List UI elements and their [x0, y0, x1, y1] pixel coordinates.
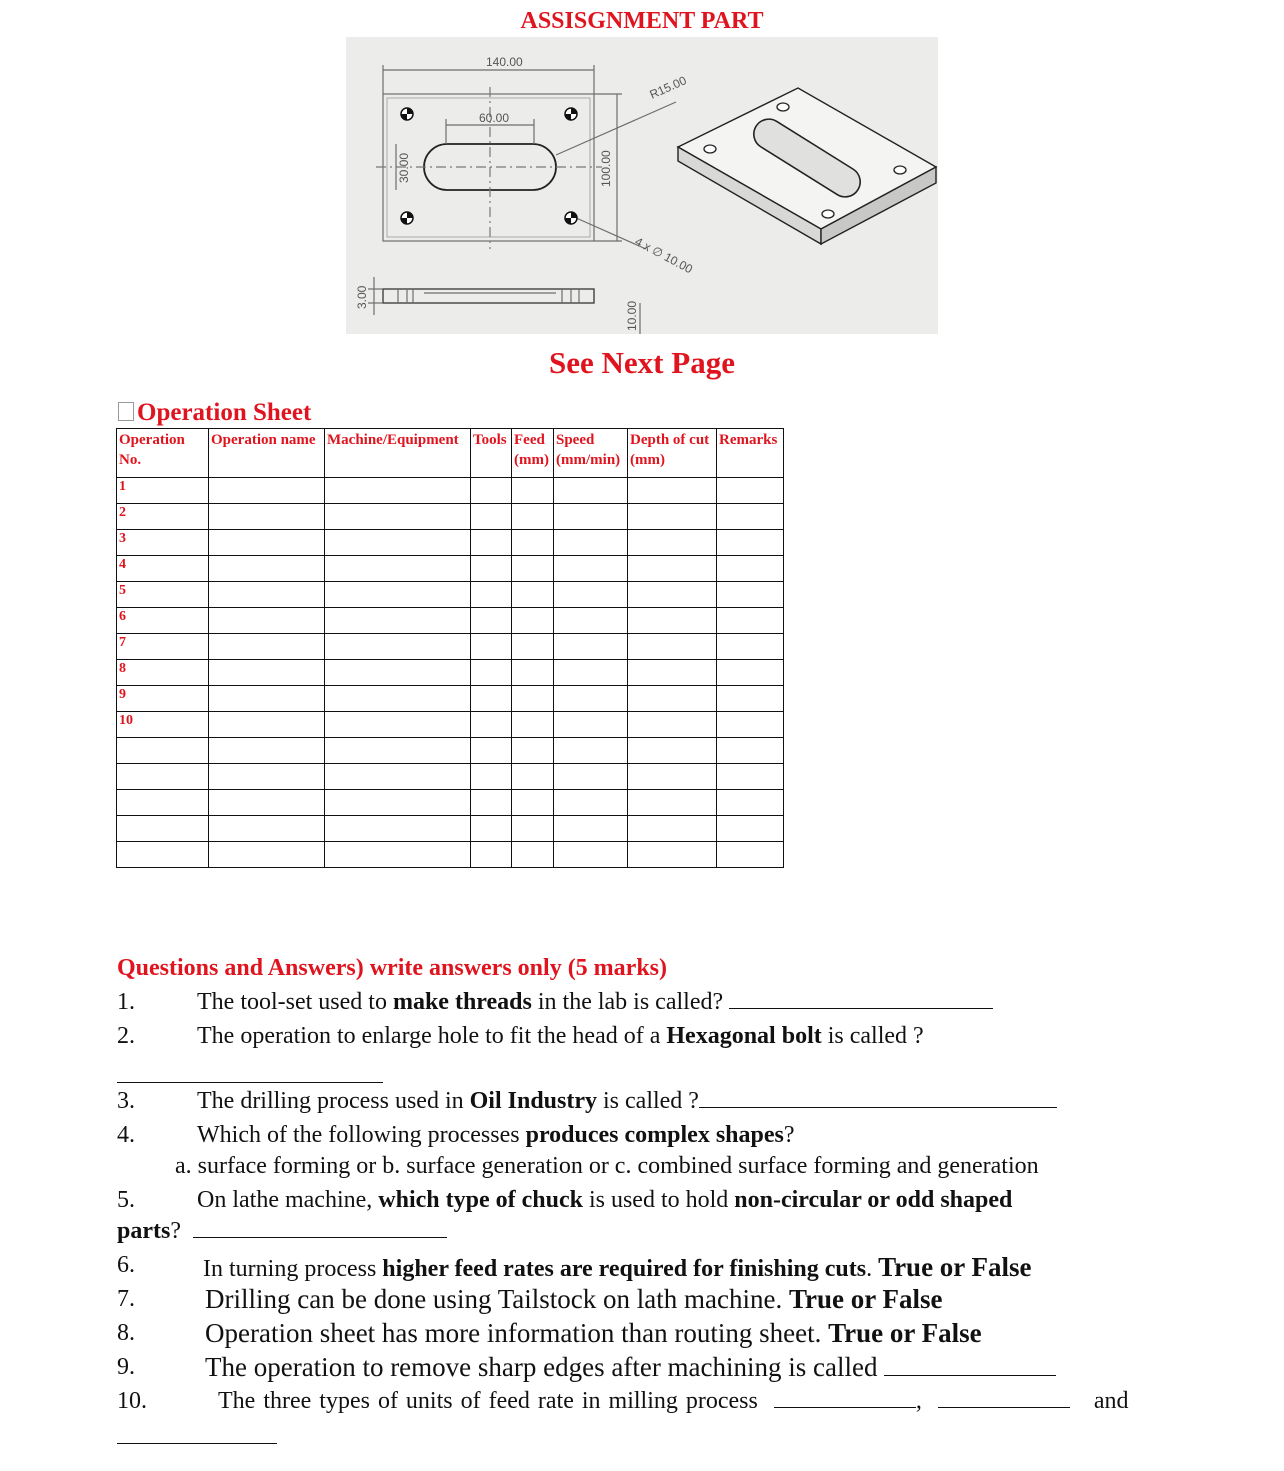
table-cell[interactable] [628, 660, 717, 686]
operation-number-cell: 2 [117, 504, 209, 530]
table-cell[interactable] [512, 764, 554, 790]
operation-number-cell: 8 [117, 660, 209, 686]
q5-answer-blank[interactable] [193, 1219, 447, 1238]
table-cell[interactable] [209, 842, 325, 868]
table-cell[interactable] [209, 530, 325, 556]
table-cell[interactable] [471, 712, 512, 738]
table-cell[interactable] [554, 842, 628, 868]
table-cell[interactable] [628, 764, 717, 790]
q7-number: 7. [117, 1286, 135, 1312]
table-cell[interactable] [325, 634, 471, 660]
table-cell[interactable] [325, 712, 471, 738]
qa-heading: Questions and Answers) write answers only (5 marks) [117, 955, 668, 981]
table-cell[interactable] [717, 504, 784, 530]
q10-answer-blank-2[interactable] [938, 1389, 1070, 1408]
table-cell[interactable] [325, 686, 471, 712]
dim-thickness: 3.00 [355, 285, 369, 309]
col-remarks: Remarks [717, 429, 784, 478]
q2-number: 2. [117, 1023, 135, 1049]
q5-text: On lathe machine, which type of chuck is used to hold non-circular or odd shaped [197, 1187, 1013, 1213]
q3-answer-blank[interactable] [699, 1089, 1057, 1108]
missing-glyph-box [118, 402, 134, 421]
table-cell[interactable] [512, 790, 554, 816]
table-cell[interactable] [628, 504, 717, 530]
table-cell[interactable] [554, 660, 628, 686]
table-cell[interactable] [325, 790, 471, 816]
dim-width: 140.00 [486, 55, 523, 69]
q10-answer-line [117, 1424, 277, 1451]
table-row [117, 530, 784, 556]
table-cell[interactable] [628, 816, 717, 842]
table-cell[interactable] [209, 816, 325, 842]
table-cell[interactable] [471, 842, 512, 868]
q9-number: 9. [117, 1354, 135, 1380]
table-row [117, 712, 784, 738]
table-cell[interactable] [209, 712, 325, 738]
table-cell[interactable] [512, 556, 554, 582]
table-cell[interactable] [628, 478, 717, 504]
table-cell[interactable] [512, 504, 554, 530]
table-cell[interactable] [512, 660, 554, 686]
q3-number: 3. [117, 1088, 135, 1114]
q10-number: 10. [117, 1388, 147, 1414]
q9-text: The operation to remove sharp edges after machining is called [205, 1352, 1056, 1383]
table-cell[interactable] [628, 608, 717, 634]
operation-number-cell [117, 790, 209, 816]
table-cell[interactable] [717, 556, 784, 582]
table-row [117, 504, 784, 530]
q10-text: The three types of units of feed rate in milling process , and [218, 1388, 1129, 1414]
q4-options: a. surface forming or b. surface generation or c. combined surface forming and generation [175, 1153, 1039, 1179]
table-row [117, 738, 784, 764]
q8-text: Operation sheet has more information than routing sheet. True or False [205, 1318, 982, 1348]
q2-text: The operation to enlarge hole to fit the head of a Hexagonal bolt is called ? [197, 1023, 924, 1049]
table-cell[interactable] [209, 790, 325, 816]
table-cell[interactable] [325, 660, 471, 686]
see-next-page-note: See Next Page [549, 345, 735, 380]
table-cell[interactable] [717, 530, 784, 556]
table-cell[interactable] [471, 660, 512, 686]
table-cell[interactable] [717, 686, 784, 712]
operation-number-cell: 3 [117, 530, 209, 556]
dim-holes: 4 x ∅ 10.00 [632, 234, 695, 277]
table-cell[interactable] [209, 478, 325, 504]
table-cell[interactable] [512, 842, 554, 868]
table-cell[interactable] [325, 738, 471, 764]
operation-sheet-table [116, 428, 784, 868]
table-cell[interactable] [471, 764, 512, 790]
table-row [117, 556, 784, 582]
operation-number-cell [117, 816, 209, 842]
operation-number-cell: 6 [117, 608, 209, 634]
table-cell[interactable] [717, 842, 784, 868]
table-cell[interactable] [209, 582, 325, 608]
table-cell[interactable] [717, 738, 784, 764]
table-cell[interactable] [717, 660, 784, 686]
table-cell[interactable] [717, 582, 784, 608]
table-cell[interactable] [325, 478, 471, 504]
operation-number-cell [117, 764, 209, 790]
table-cell[interactable] [554, 764, 628, 790]
q2-answer-line [117, 1063, 383, 1090]
q10-answer-blank-3[interactable] [117, 1425, 277, 1444]
table-cell[interactable] [471, 608, 512, 634]
table-cell[interactable] [554, 608, 628, 634]
table-cell[interactable] [512, 530, 554, 556]
table-cell[interactable] [717, 790, 784, 816]
table-cell[interactable] [512, 816, 554, 842]
table-row [117, 764, 784, 790]
table-cell[interactable] [325, 556, 471, 582]
table-cell[interactable] [209, 686, 325, 712]
col-depth-of-cut: Depth of cut (mm) [628, 429, 717, 478]
table-header-row [117, 429, 784, 478]
technical-drawing-svg [346, 37, 938, 334]
col-operation-no: Operation No. [117, 429, 209, 478]
q4-text: Which of the following processes produces complex shapes? [197, 1122, 795, 1148]
table-cell[interactable] [209, 738, 325, 764]
table-cell[interactable] [209, 634, 325, 660]
table-row [117, 842, 784, 868]
q6-number: 6. [117, 1252, 135, 1278]
table-cell[interactable] [471, 582, 512, 608]
dim-radius: R15.00 [647, 73, 689, 102]
operation-number-cell [117, 842, 209, 868]
table-cell[interactable] [471, 790, 512, 816]
table-cell[interactable] [554, 634, 628, 660]
table-row [117, 790, 784, 816]
table-cell[interactable] [209, 660, 325, 686]
table-cell[interactable] [471, 530, 512, 556]
table-cell[interactable] [554, 504, 628, 530]
table-cell[interactable] [209, 504, 325, 530]
operation-number-cell: 7 [117, 634, 209, 660]
q9-answer-blank[interactable] [884, 1353, 1056, 1376]
operation-number-cell: 5 [117, 582, 209, 608]
table-cell[interactable] [325, 582, 471, 608]
table-cell[interactable] [471, 556, 512, 582]
q3-text: The drilling process used in Oil Industry is called ? [197, 1088, 1057, 1115]
operation-number-cell: 10 [117, 712, 209, 738]
table-cell[interactable] [628, 530, 717, 556]
dim-slot-width: 30.00 [397, 152, 411, 183]
table-cell[interactable] [628, 582, 717, 608]
table-cell[interactable] [628, 712, 717, 738]
table-cell[interactable] [554, 738, 628, 764]
page-title: ASSISGNMENT PART [520, 8, 764, 34]
col-feed: Feed (mm) [512, 429, 554, 478]
table-cell[interactable] [628, 790, 717, 816]
table-cell[interactable] [717, 478, 784, 504]
table-row [117, 660, 784, 686]
table-cell[interactable] [717, 712, 784, 738]
table-cell[interactable] [209, 608, 325, 634]
q1-text: The tool-set used to make threads in the lab is called? [197, 989, 993, 1016]
table-cell[interactable] [471, 634, 512, 660]
table-row [117, 478, 784, 504]
table-cell[interactable] [628, 634, 717, 660]
table-cell[interactable] [717, 634, 784, 660]
table-cell[interactable] [325, 504, 471, 530]
table-cell[interactable] [209, 556, 325, 582]
q4-number: 4. [117, 1122, 135, 1148]
q6-text: In turning process higher feed rates are required for finishing cuts. True or False [203, 1252, 1032, 1282]
dim-slot: 60.00 [479, 111, 510, 125]
table-cell[interactable] [512, 634, 554, 660]
table-cell[interactable] [554, 790, 628, 816]
q5-number: 5. [117, 1187, 135, 1213]
table-cell[interactable] [325, 764, 471, 790]
table-cell[interactable] [325, 816, 471, 842]
table-cell[interactable] [471, 686, 512, 712]
table-cell[interactable] [471, 504, 512, 530]
q5-text-continued: parts? [117, 1218, 447, 1245]
operation-number-cell: 1 [117, 478, 209, 504]
operation-number-cell [117, 738, 209, 764]
col-operation-name: Operation name [209, 429, 325, 478]
table-cell[interactable] [512, 738, 554, 764]
dim-height: 100.00 [599, 150, 613, 187]
q1-answer-blank[interactable] [729, 990, 993, 1009]
operation-number-cell: 4 [117, 556, 209, 582]
table-cell[interactable] [325, 608, 471, 634]
table-cell[interactable] [554, 686, 628, 712]
table-cell[interactable] [554, 712, 628, 738]
table-row [117, 634, 784, 660]
table-cell[interactable] [554, 582, 628, 608]
table-cell[interactable] [717, 608, 784, 634]
technical-drawing [346, 37, 938, 334]
q1-number: 1. [117, 989, 135, 1015]
q10-answer-blank-1[interactable] [774, 1389, 916, 1408]
table-cell[interactable] [717, 764, 784, 790]
q7-text: Drilling can be done using Tailstock on lath machine. True or False [205, 1284, 943, 1314]
table-cell[interactable] [512, 686, 554, 712]
table-cell[interactable] [628, 842, 717, 868]
table-cell[interactable] [628, 738, 717, 764]
table-cell[interactable] [554, 530, 628, 556]
table-cell[interactable] [554, 816, 628, 842]
table-cell[interactable] [717, 816, 784, 842]
q2-answer-blank[interactable] [117, 1064, 383, 1083]
table-cell[interactable] [554, 478, 628, 504]
table-row [117, 686, 784, 712]
table-cell[interactable] [512, 478, 554, 504]
table-cell[interactable] [471, 816, 512, 842]
operation-number-cell: 9 [117, 686, 209, 712]
table-cell[interactable] [628, 556, 717, 582]
table-row [117, 608, 784, 634]
operation-sheet-heading [118, 399, 311, 427]
table-row [117, 582, 784, 608]
table-cell[interactable] [554, 556, 628, 582]
table-body [117, 478, 784, 868]
col-speed: Speed (mm/min) [554, 429, 628, 478]
table-cell[interactable] [325, 842, 471, 868]
table-cell[interactable] [512, 712, 554, 738]
table-row [117, 816, 784, 842]
table-cell[interactable] [512, 582, 554, 608]
table-cell[interactable] [628, 686, 717, 712]
table-cell[interactable] [471, 478, 512, 504]
dim-depth: 10.00 [625, 300, 639, 331]
table-cell[interactable] [512, 608, 554, 634]
isometric-view [678, 88, 936, 244]
operation-sheet-title: Operation Sheet [137, 399, 312, 426]
table-cell[interactable] [325, 530, 471, 556]
q8-number: 8. [117, 1320, 135, 1346]
table-cell[interactable] [471, 738, 512, 764]
col-machine: Machine/Equipment [325, 429, 471, 478]
table-cell[interactable] [209, 764, 325, 790]
col-tools: Tools [471, 429, 512, 478]
